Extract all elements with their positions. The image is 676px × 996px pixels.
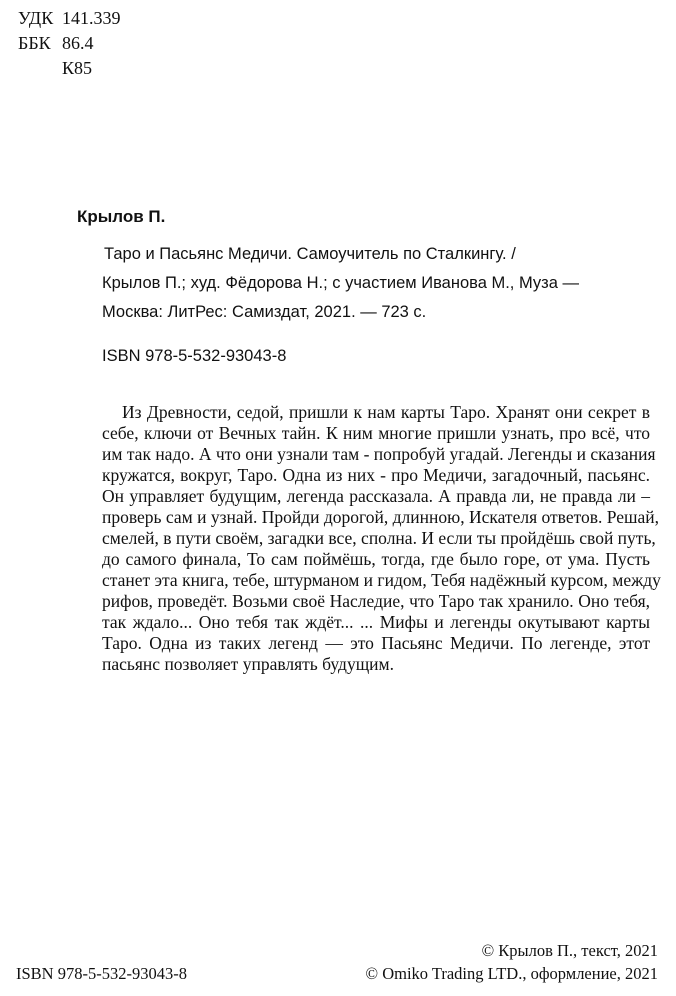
udk-line <box>18 7 121 29</box>
isbn-bottom: ISBN 978-5-532-93043-8 <box>16 964 187 983</box>
annotation-line: Таро. Одна из таких легенд — это Пасьянс Медичи. По легенде, этот <box>102 633 650 653</box>
bbk-value: 86.4 <box>62 33 94 53</box>
bibliographic-line-publication: Москва: ЛитРес: Самиздат, 2021. — 723 с. <box>102 303 427 321</box>
bbk-line <box>18 32 94 54</box>
udk-value: 141.339 <box>62 8 121 28</box>
isbn-top: ISBN 978-5-532-93043-8 <box>102 347 287 365</box>
copyright-design: © Omiko Trading LTD., оформление, 2021 <box>365 964 658 983</box>
annotation-line: Он управляет будущим, легенда рассказала. А правда ли, не правда ли – <box>102 486 650 506</box>
annotation-line: станет эта книга, тебе, штурманом и гидом, Тебя надёжный курсом, между <box>102 570 661 590</box>
annotation-line: до самого финала, То сам поймёшь, тогда, где было горе, от ума. Пусть <box>102 549 650 569</box>
annotation-line: им так надо. А что они узнали там - попробуй угадай. Легенды и сказания <box>102 444 656 464</box>
annotation-line: пасьянс позволяет управлять будущим. <box>102 654 394 674</box>
annotation-line: смелей, в пути своём, загадки все, сполна. И если ты пройдёшь свой путь, <box>102 528 656 548</box>
author-mark: К85 <box>62 58 93 78</box>
udk-label: УДК <box>18 8 54 28</box>
annotation-line: кружатся, вокруг, Таро. Одна из них - про Медичи, загадочный, пасьянс. <box>102 465 650 485</box>
bibliographic-line-responsibility: Крылов П.; худ. Фёдорова Н.; с участием Иванова М., Муза — <box>102 274 579 292</box>
copyright-text: © Крылов П., текст, 2021 <box>481 941 658 960</box>
annotation-line: рифов, проведёт. Возьми своё Наследие, что Таро так хранило. Оно тебя, <box>102 591 650 611</box>
annotation-line: проверь сам и узнай. Пройди дорогой, длинною, Искателя ответов. Решай, <box>102 507 660 527</box>
annotation-line: Из Древности, седой, пришли к нам карты Таро. Хранят они секрет в <box>122 402 650 422</box>
bbk-label: ББК <box>18 33 51 53</box>
annotation-line: так ждало... Оно тебя так ждёт... ... Мифы и легенды окутывают карты <box>102 612 650 632</box>
annotation <box>102 402 661 675</box>
author-heading: Крылов П. <box>77 207 166 226</box>
annotation-line: себе, ключи от Вечных тайн. К ним многие пришли узнать, про всё, что <box>102 423 650 443</box>
bibliographic-line-title: Таро и Пасьянс Медичи. Самоучитель по Сталкингу. / <box>104 245 516 263</box>
